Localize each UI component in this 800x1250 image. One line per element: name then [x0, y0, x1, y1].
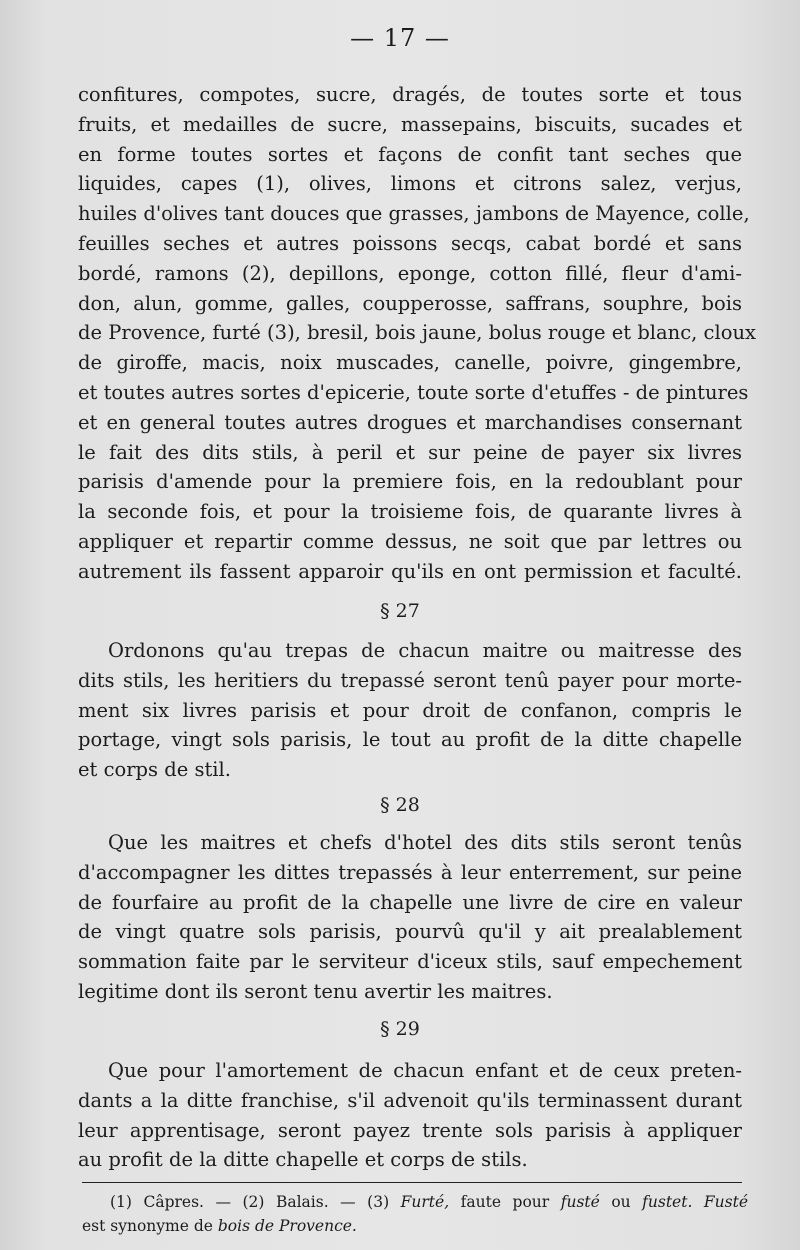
text-line: legitime dont ils seront tenu avertir les maitres. — [78, 979, 553, 1003]
text-line: confitures, compotes, sucre, dragés, de toutes sorte et tous — [78, 83, 742, 106]
section-27-paragraph — [78, 636, 742, 785]
text-line: don, alun, gomme, galles, coupperosse, saffrans, souphre, bois — [78, 291, 742, 315]
section-28-heading: § 28 — [380, 794, 420, 816]
footnote-text: est synonyme de — [82, 1217, 218, 1235]
text-line: huiles d'olives tant douces que grasses, jambons de Mayence, colle, — [78, 202, 750, 226]
text-line: leur apprentisage, seront payez trente sols parisis à appliquer — [78, 1118, 742, 1142]
text-line: Que les maitres et chefs d'hotel des dits stils seront tenûs — [108, 831, 742, 854]
section-29-paragraph — [78, 1056, 742, 1175]
text-line: portage, vingt sols parisis, le tout au profit de la ditte chapelle — [78, 728, 742, 752]
text-line: parisis d'amende pour la premiere fois, en la redoublant pour — [78, 470, 742, 494]
text-line: dits stils, les heritiers du trepassé seront tenû payer pour morte- — [78, 668, 742, 692]
text-line: le fait des dits stils, à peril et sur peine de payer six livres — [78, 440, 742, 464]
text-line: fruits, et medailles de sucre, massepains, biscuits, sucades et — [78, 112, 742, 136]
footnote-text: faute pour — [449, 1193, 561, 1211]
text-line: appliquer et repartir comme dessus, ne soit que par lettres ou — [78, 529, 742, 553]
footnote-line — [82, 1190, 748, 1214]
page-number: — 17 — — [350, 24, 450, 52]
text-line: en forme toutes sortes et façons de confit tant seches que — [78, 142, 742, 166]
text-line: de Provence, furté (3), bresil, bois jaune, bolus rouge et blanc, cloux — [78, 321, 756, 345]
text-line: la seconde fois, et pour la troisieme fois, de quarante livres à — [78, 500, 742, 524]
text-line: de fourfaire au profit de la chapelle une livre de cire en valeur — [78, 890, 742, 914]
section-27-heading: § 27 — [380, 600, 420, 622]
text-line: et toutes autres sortes d'epicerie, toute sorte d'etuffes - de pintures — [78, 380, 749, 404]
paragraph-continuation — [78, 80, 756, 587]
text-line: Ordonons qu'au trepas de chacun maitre ou maitresse des — [108, 639, 742, 662]
section-28-paragraph — [78, 828, 742, 1007]
text-line: de giroffe, macis, noix muscades, canelle, poivre, gingembre, — [78, 351, 742, 375]
text-line: d'accompagner les dittes trepassés à leur enterrement, sur peine — [78, 860, 742, 884]
footnote-text: (1) Câpres. — (2) Balais. — (3) — [110, 1193, 401, 1211]
section-29-heading: § 29 — [380, 1018, 420, 1040]
text-line: autrement ils fassent apparoir qu'ils en ont permission et faculté. — [78, 559, 742, 583]
text-line: ment six livres parisis et pour droit de confanon, compris le — [78, 698, 742, 722]
footnote-line — [82, 1214, 748, 1238]
text-line: Que pour l'amortement de chacun enfant et de ceux preten- — [108, 1059, 742, 1082]
text-line: dants a la ditte franchise, s'il advenoit qu'ils terminassent durant — [78, 1088, 742, 1112]
footnote-emphasis: fusté — [560, 1193, 600, 1211]
footnote-emphasis: fustet. Fusté — [642, 1193, 748, 1211]
text-line: et corps de stil. — [78, 758, 231, 782]
text-line: bordé, ramons (2), depillons, eponge, cotton fillé, fleur d'ami- — [78, 261, 742, 285]
text-line: feuilles seches et autres poissons secqs, cabat bordé et sans — [78, 231, 742, 255]
footnotes — [82, 1190, 748, 1238]
text-line: liquides, capes (1), olives, limons et citrons salez, verjus, — [78, 172, 742, 196]
footnote-emphasis: bois de Provence. — [217, 1217, 357, 1235]
text-line: au profit de la ditte chapelle et corps de stils. — [78, 1148, 528, 1172]
footnote-divider — [82, 1182, 742, 1183]
text-line: sommation faite par le serviteur d'iceux stils, sauf empechement — [78, 950, 742, 974]
text-line: et en general toutes autres drogues et marchandises consernant — [78, 410, 742, 434]
footnote-text: ou — [599, 1193, 643, 1211]
text-line: de vingt quatre sols parisis, pourvû qu'il y ait prealablement — [78, 920, 742, 944]
footnote-emphasis: Furté, — [400, 1193, 450, 1211]
